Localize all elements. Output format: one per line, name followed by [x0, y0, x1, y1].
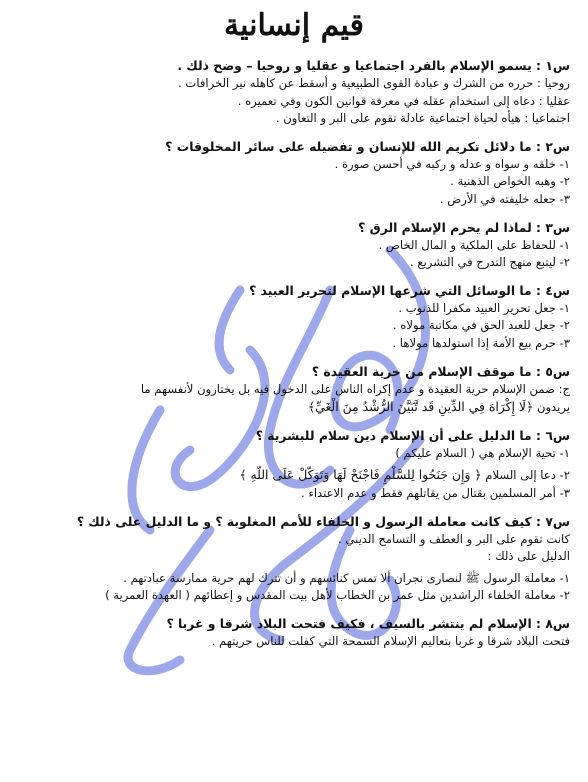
- q6-answer-line: ٣- أمر المسلمين بقتال من يقاتلهم فقط و عدم الاعتداء .: [301, 485, 570, 500]
- q5-answer-line: ج: ضمن الإسلام حرية العقيدة و عدم إكراه الناس على الدخول فيه بل يختارون لأنفسهم ما: [140, 381, 570, 396]
- q2-answer-line: ١- خلقه و سواه و عدله و ركبه في أحسن صورة .: [334, 156, 570, 171]
- question-4-heading: س٤ : ما الوسائل التي شرعها الإسلام لتحرير العبيد ؟: [249, 282, 570, 298]
- q4-answer-line: ٢- جعل للعبد الحق في مكاتبة مولاه .: [392, 318, 570, 333]
- q2-answer-line: ٣- جعله خليفته في الأرض .: [439, 191, 570, 206]
- q5-answer-prefix: يريدون: [536, 400, 570, 415]
- question-8-heading: س٨ : الإسلام لم ينتشر بالسيف ، فكيف فتحت البلاد شرقا و غربا ؟: [166, 615, 570, 631]
- quran-verse: ﴿ وَإِن جَنَحُوا لِلسَّلْمِ فَاجْنَحْ لَهَا وَتَوَكَّلْ عَلَى اللَّهِ ﴾: [239, 467, 482, 483]
- q7-answer-line: ١- معاملة الرسول ﷺ لنصارى نجران ألا تمس كنائسهم و أن تترك لهم حرية ممارسة عبادتهم .: [123, 570, 570, 585]
- q7-answer-line: ٢- معاملة الخلفاء الراشدين مثل عمر بن الخطاب لأهل بيت المقدس و إعطائهم ( العهدة العمرية ): [105, 588, 570, 603]
- questions: [0, 56, 588, 650]
- q3-answer-line: ٢- ليتبع منهج التدرج في التشريع .: [410, 255, 570, 270]
- question-2-heading: س٢ : ما دلائل تكريم الله للإنسان و تفضيله على سائر المخلوقات ؟: [165, 138, 570, 154]
- q1-answer-line: اجتماعيا : هيأه لحياة اجتماعية عادلة تقوم على البر و التعاون .: [275, 111, 570, 126]
- q8-answer-line: فتحت البلاد شرقا و غربا بتعاليم الإسلام السمحة التي كفلت للناس حريتهم .: [211, 633, 570, 648]
- q4-answer-line: ١- جعل تحرير العبيد مكفرا للذنوب .: [398, 300, 570, 315]
- q1-answer-line: روحيا : حرره من الشرك و عبادة القوى الطبيعية و أسقط عن كاهله نير الخرافات .: [178, 76, 570, 90]
- q3-answer-line: ١- للحفاظ على الملكية و المال الخاص .: [378, 237, 570, 252]
- question-6-heading: س٦ : ما الدليل على أن الإسلام دين سلام للبشرية ؟: [255, 427, 570, 443]
- q2-answer-line: ٢- وهبه الخواص الذهنية .: [450, 174, 570, 189]
- page-title: قيم إنسانية: [224, 8, 364, 43]
- question-5-heading: س٥ : ما موقف الإسلام من حرية العقيدة ؟: [311, 363, 570, 379]
- q6-answer-line-verse: [0, 466, 588, 485]
- q4-answer-line: ٣- حرم بيع الأمة إذا استولدها مولاها .: [392, 335, 570, 350]
- question-7-heading: س٧ : كيف كانت معاملة الرسول و الخلفاء للأمم المغلوبة ؟ و ما الدليل على ذلك ؟: [76, 513, 570, 529]
- q7-answer-line: الدليل على ذلك :: [487, 549, 570, 564]
- q6-answer-prefix: ٢- دعا إلى السلام: [485, 468, 570, 483]
- q1-answer-line: عقليا : دعاه إلى استخدام عقله في معرفة قوانين الكون وفي تعميره .: [237, 93, 570, 108]
- question-1-heading: س١ : يسمو الإسلام بالفرد اجتماعيا و عقليا و روحيا – وضح ذلك .: [177, 58, 570, 73]
- q5-answer-line-verse: [0, 398, 588, 417]
- quran-verse: ﴿لَا إِكْرَاهَ فِي الدِّينِ قَد تَّبَيَّنَ الرُّشْدُ مِنَ الْغَيِّ﴾: [307, 399, 534, 415]
- question-3-heading: س٣ : لماذا لم يحرم الإسلام الرق ؟: [358, 219, 570, 235]
- q6-answer-line: ١- تحية الإسلام هي ( السلام عليكم ): [395, 445, 570, 460]
- q7-answer-line: كانت تقوم على البر و العطف و التسامح الديني .: [338, 531, 570, 546]
